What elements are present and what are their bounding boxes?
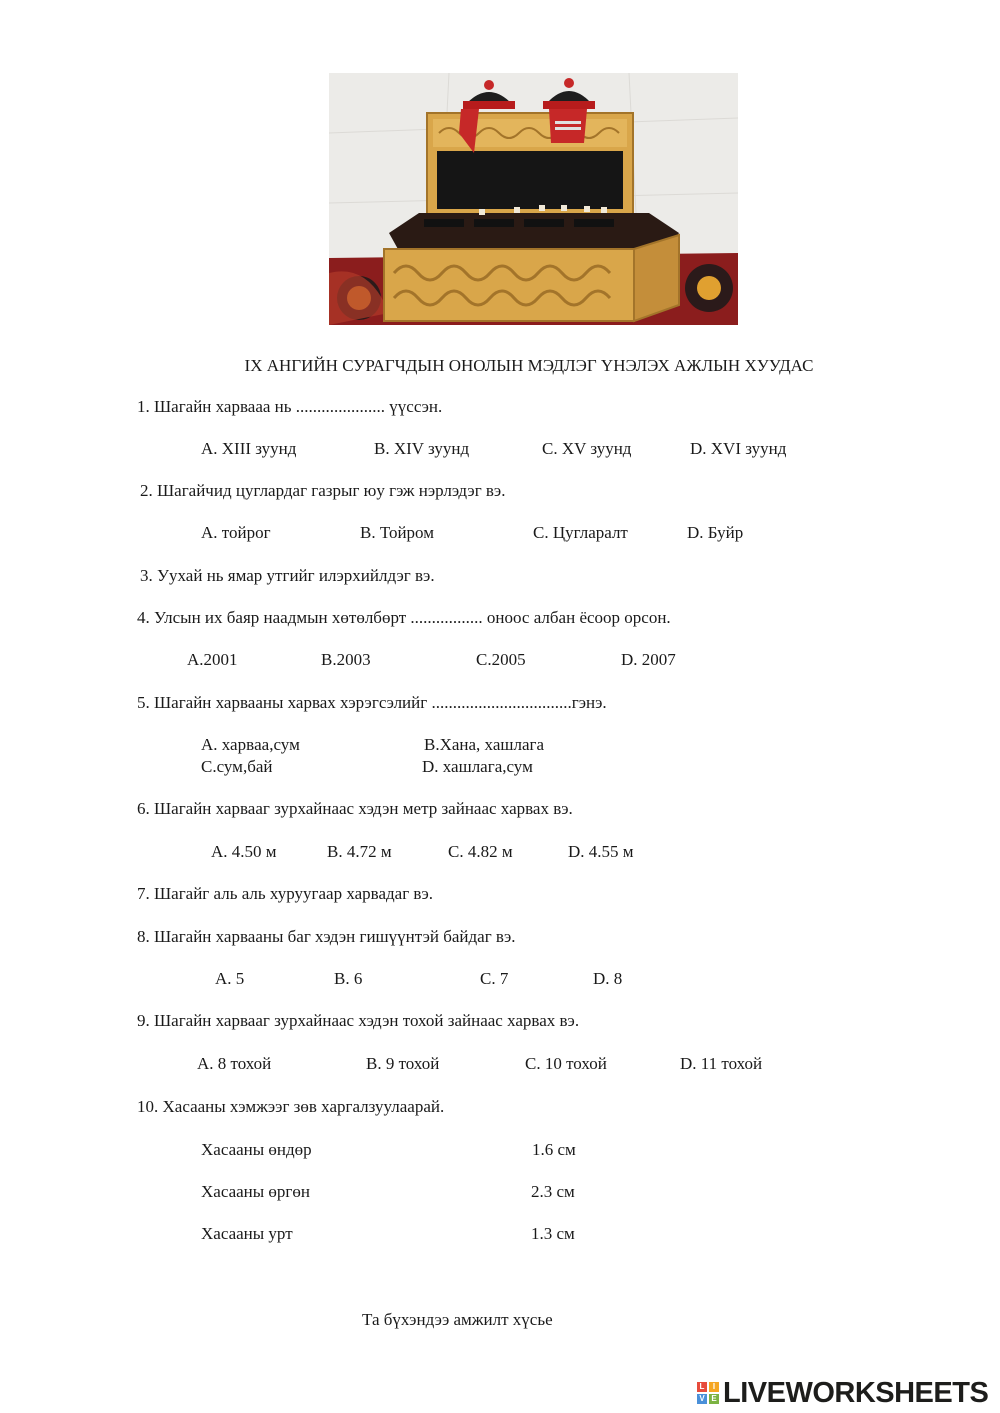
question-9: 9. Шагайн харвааг зурхайнаас хэдэн тохой зайнаас харвах вэ. bbox=[137, 1011, 580, 1030]
match-label-3: Хасааны урт bbox=[201, 1224, 293, 1243]
q5-option-b: B.Хана, хашлага bbox=[424, 735, 545, 754]
match-label-2: Хасааны өргөн bbox=[201, 1182, 311, 1201]
liveworksheets-logo[interactable] bbox=[697, 1378, 988, 1408]
q6-option-a: A. 4.50 м bbox=[211, 842, 277, 861]
question-4: 4. Улсын их баяр наадмын хөтөлбөрт ................. оноос албан ёсоор орсон. bbox=[137, 608, 671, 627]
logo-mark-letter: E bbox=[709, 1394, 719, 1404]
q2-option-d: D. Буйр bbox=[687, 523, 744, 542]
q8-option-d: D. 8 bbox=[593, 969, 623, 988]
q2-option-b: B. Тойром bbox=[360, 523, 434, 542]
q5-option-c: C.сум,бай bbox=[201, 757, 273, 776]
question-6: 6. Шагайн харвааг зурхайнаас хэдэн метр зайнаас харвах вэ. bbox=[137, 799, 573, 818]
logo-text: LIVEWORKSHEETS bbox=[723, 1376, 989, 1409]
q5-option-a: A. харвaa,сум bbox=[201, 735, 300, 754]
q6-option-d: D. 4.55 м bbox=[568, 842, 634, 861]
logo-mark-icon bbox=[697, 1382, 719, 1404]
header-photo bbox=[329, 73, 738, 325]
q4-option-d: D. 2007 bbox=[621, 650, 676, 669]
q6-option-c: C. 4.82 м bbox=[448, 842, 513, 861]
q5-option-d: D. хашлага,сум bbox=[422, 757, 533, 776]
page-title: IX АНГИЙН СУРАГЧДЫН ОНОЛЫН МЭДЛЭГ ҮНЭЛЭХ АЖЛЫН ХУУДАС bbox=[244, 356, 814, 375]
q6-option-b: B. 4.72 м bbox=[327, 842, 392, 861]
q2-option-c: C. Цугларалт bbox=[533, 523, 628, 542]
question-10: 10. Хасааны хэмжээг зөв харгалзуулаарай. bbox=[137, 1097, 445, 1116]
q4-option-a: A.2001 bbox=[187, 650, 238, 669]
question-5: 5. Шагайн харвааны харвах хэрэгсэлийг .................................гэнэ. bbox=[137, 693, 607, 712]
q1-option-a: A. XIII зуунд bbox=[201, 439, 297, 458]
q9-option-d: D. 11 тохой bbox=[680, 1054, 763, 1073]
q8-option-b: B. 6 bbox=[334, 969, 363, 988]
question-3: 3. Уухай нь ямар утгийг илэрхийлдэг вэ. bbox=[140, 566, 435, 585]
q1-option-b: B. XIV зуунд bbox=[374, 439, 470, 458]
shagai-board-illustration bbox=[329, 73, 738, 325]
match-label-1: Хасааны өндөр bbox=[201, 1140, 312, 1159]
question-8: 8. Шагайн харвааны баг хэдэн гишүүнтэй байдаг вэ. bbox=[137, 927, 516, 946]
q9-option-a: A. 8 тохой bbox=[197, 1054, 272, 1073]
q2-option-a: A. тойрог bbox=[201, 523, 271, 542]
logo-mark-letter: I bbox=[709, 1382, 719, 1392]
q4-option-c: C.2005 bbox=[476, 650, 526, 669]
match-value-2: 2.3 см bbox=[531, 1182, 575, 1201]
q8-option-a: A. 5 bbox=[215, 969, 245, 988]
q9-option-b: B. 9 тохой bbox=[366, 1054, 440, 1073]
match-value-3: 1.3 см bbox=[531, 1224, 575, 1243]
q9-option-c: C. 10 тохой bbox=[525, 1054, 607, 1073]
q4-option-b: B.2003 bbox=[321, 650, 371, 669]
logo-mark-letter: L bbox=[697, 1382, 707, 1392]
q8-option-c: C. 7 bbox=[480, 969, 509, 988]
logo-mark-letter: V bbox=[697, 1394, 707, 1404]
match-value-1: 1.6 см bbox=[532, 1140, 576, 1159]
question-2: 2. Шагайчид цуглардаг газрыг юу гэж нэрлэдэг вэ. bbox=[140, 481, 506, 500]
q1-option-c: C. XV зуунд bbox=[542, 439, 632, 458]
q1-option-d: D. XVI зуунд bbox=[690, 439, 787, 458]
question-1: 1. Шагайн харвааа нь ..................... үүссэн. bbox=[137, 397, 443, 416]
question-7: 7. Шагайг аль аль хуруугаар харвадаг вэ. bbox=[137, 884, 433, 903]
closing-message: Та бүхэндээ амжилт хүсье bbox=[362, 1310, 553, 1329]
